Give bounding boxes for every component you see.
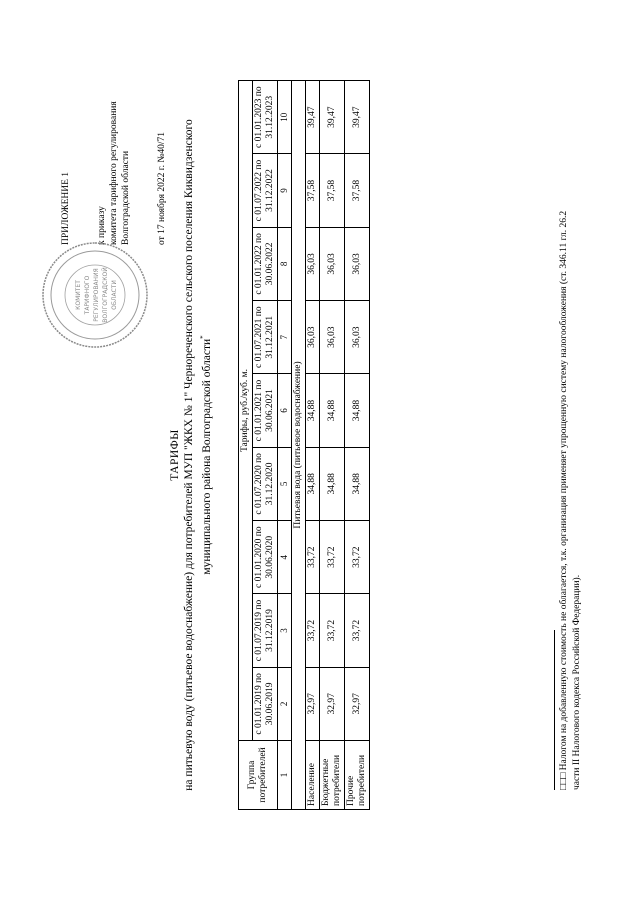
column-number: 1 xyxy=(278,741,292,810)
period-header: с 01.01.2022 по 30.06.2022 xyxy=(253,227,278,300)
appendix-date: от 17 ноября 2022 г. №40/71 xyxy=(157,131,167,245)
column-number: 2 xyxy=(278,667,292,740)
heading-line-2 xyxy=(196,65,214,845)
document-heading xyxy=(168,65,214,845)
footnote-line-2: части II Налогового кодекса Российской Федерации). xyxy=(572,574,582,790)
column-number: 8 xyxy=(278,227,292,300)
footnote xyxy=(558,30,584,790)
period-row xyxy=(253,81,278,810)
tariff-value: 36,03 xyxy=(345,301,370,374)
tariff-value: 37,58 xyxy=(306,154,320,227)
table-row xyxy=(320,81,345,810)
tariff-value: 39,47 xyxy=(320,81,345,154)
consumer-group: Население xyxy=(306,741,320,810)
tariff-value: 37,58 xyxy=(320,154,345,227)
document-title: ТАРИФЫ xyxy=(169,429,181,481)
tariff-header: Тарифы, руб./куб. м. xyxy=(239,81,253,741)
tariff-value: 32,97 xyxy=(345,667,370,740)
tariff-value: 32,97 xyxy=(320,667,345,740)
period-header: с 01.01.2019 по 30.06.2019 xyxy=(253,667,278,740)
column-number: 4 xyxy=(278,521,292,594)
section-label: Питьевая вода (питьевое водоснабжение) xyxy=(292,81,306,810)
table-body xyxy=(306,81,370,810)
appendix-region: Волгоградской области xyxy=(121,150,131,245)
column-number: 7 xyxy=(278,301,292,374)
footnote-marker: □□□ xyxy=(559,772,569,790)
tariff-value: 36,03 xyxy=(345,227,370,300)
footnote-text-1: Налогом на добавленную стоимость не облагается, т.к. организация применяет упрощенную систему налогообложения (ст. 346.11 гл. 26.2 xyxy=(559,210,569,771)
table-row xyxy=(345,81,370,810)
seal-text: РЕГУЛИРОВАНИЯ xyxy=(93,268,100,322)
appendix-block xyxy=(60,45,168,245)
consumer-group: Бюджетные потребители xyxy=(320,741,345,810)
tariff-value: 33,72 xyxy=(306,594,320,667)
column-number-row xyxy=(278,81,292,810)
footnote-mark: * xyxy=(199,335,207,339)
appendix-order: к приказу xyxy=(97,206,107,245)
group-header: Группа потребителей xyxy=(239,741,278,810)
heading-line-1: на питьевую воду (питьевое водоснабжение) для потребителей МУП "ЖКХ № 1" Чернореченского сельского поселения Киквидзенского xyxy=(183,119,195,791)
seal-text: КОМИТЕТ xyxy=(75,280,82,310)
column-number: 10 xyxy=(278,81,292,154)
tariff-value: 37,58 xyxy=(345,154,370,227)
period-header: с 01.07.2020 по 31.12.2020 xyxy=(253,447,278,520)
period-header: с 01.07.2019 по 31.12.2019 xyxy=(253,594,278,667)
tariff-value: 33,72 xyxy=(320,521,345,594)
tariff-table xyxy=(238,80,370,810)
tariff-value: 39,47 xyxy=(345,81,370,154)
seal-text: ОБЛАСТИ xyxy=(111,280,118,310)
column-number: 9 xyxy=(278,154,292,227)
period-header: с 01.01.2021 по 30.06.2021 xyxy=(253,374,278,447)
tariff-value: 33,72 xyxy=(345,521,370,594)
tariff-value: 32,97 xyxy=(306,667,320,740)
seal-text: ВОЛГОГРАДСКОЙ xyxy=(102,267,109,323)
tariff-value: 34,88 xyxy=(320,447,345,520)
consumer-group: Прочие потребители xyxy=(345,741,370,810)
official-seal-icon xyxy=(40,240,150,350)
column-number: 3 xyxy=(278,594,292,667)
period-header: с 01.01.2023 по 31.12.2023 xyxy=(253,81,278,154)
tariff-value: 34,88 xyxy=(306,374,320,447)
appendix-committee: комитета тарифного регулирования xyxy=(109,101,119,245)
tariff-value: 34,88 xyxy=(306,447,320,520)
table-row xyxy=(306,81,320,810)
seal-text: ТАРИФНОГО xyxy=(84,275,91,315)
section-row xyxy=(292,81,306,810)
column-number: 5 xyxy=(278,447,292,520)
appendix-title: ПРИЛОЖЕНИЕ 1 xyxy=(61,171,71,245)
footnote-divider xyxy=(554,630,555,790)
tariff-value: 39,47 xyxy=(306,81,320,154)
period-header: с 01.07.2021 по 31.12.2021 xyxy=(253,301,278,374)
period-header: с 01.01.2020 по 30.06.2020 xyxy=(253,521,278,594)
header-row xyxy=(239,81,253,810)
column-number: 6 xyxy=(278,374,292,447)
tariff-value: 36,03 xyxy=(320,227,345,300)
tariff-value: 34,88 xyxy=(345,374,370,447)
tariff-value: 36,03 xyxy=(306,227,320,300)
tariff-value: 33,72 xyxy=(345,594,370,667)
appendix-spacer xyxy=(132,45,156,245)
heading-line-2-text: муниципального района Волгоградской области xyxy=(200,338,213,575)
tariff-value: 34,88 xyxy=(345,447,370,520)
tariff-value: 36,03 xyxy=(320,301,345,374)
tariff-value: 33,72 xyxy=(320,594,345,667)
period-header: с 01.07.2022 по 31.12.2022 xyxy=(253,154,278,227)
tariff-value: 33,72 xyxy=(306,521,320,594)
footnote-line-1 xyxy=(558,30,571,790)
appendix-spacer xyxy=(72,45,96,245)
tariff-value: 36,03 xyxy=(306,301,320,374)
tariff-value: 34,88 xyxy=(320,374,345,447)
